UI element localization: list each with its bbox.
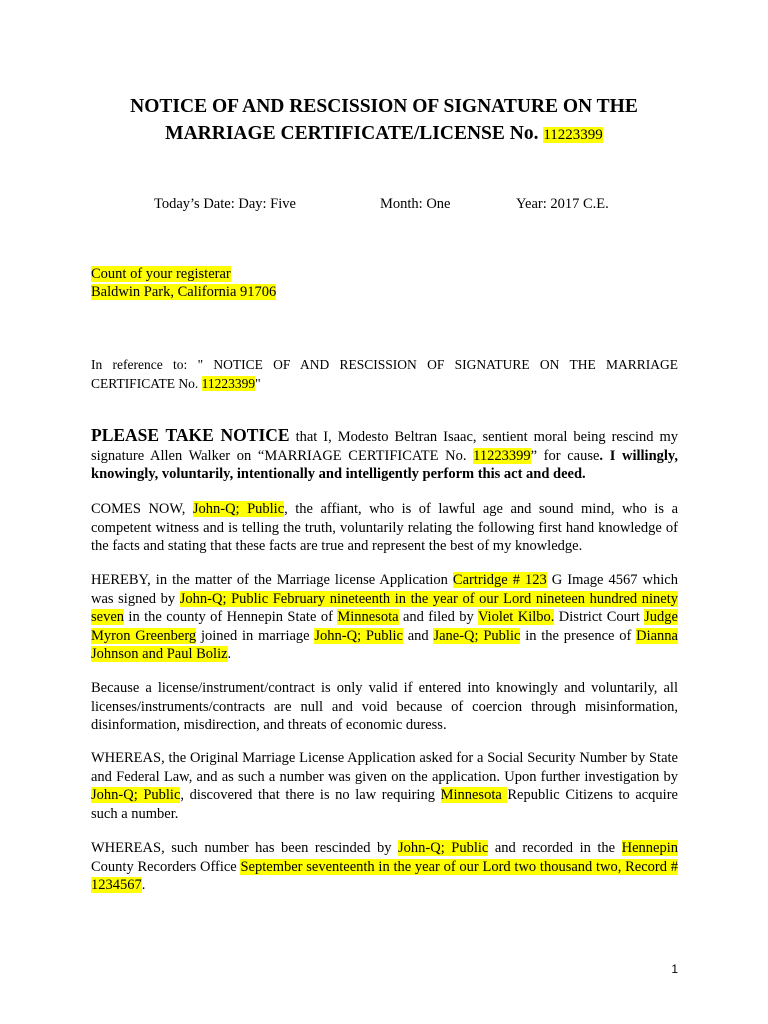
whereas-rescinded-paragraph (91, 839, 678, 895)
page-number: 1 (671, 962, 678, 976)
whereas1-text-2: , discovered that there is no law requiring (180, 787, 441, 803)
date-year: Year: 2017 C.E. (516, 196, 609, 212)
whereas1-text-1: WHEREAS, the Original Marriage License Application asked for a Social Security Number by State and Federal Law, and as such a number was given on the application. Upon further investigation by (91, 750, 678, 785)
title-line-2 (60, 120, 708, 149)
rescinder-name: John-Q; Public (398, 840, 489, 856)
state-name: Minnesota (337, 609, 399, 625)
notice-text-3: . I willingly, knowingly, voluntarily, intentionally and intelligently perform this act and deed. (91, 447, 678, 482)
hereby-text-8: in the presence of (520, 627, 637, 644)
notice-lead: PLEASE TAKE NOTICE (91, 425, 290, 445)
filer-name: Violet Kilbo. (477, 609, 555, 625)
record-details: September seventeenth in the year of our Lord two thousand two, Record # 1234567 (91, 858, 678, 893)
hereby-text-5: District Court (554, 609, 645, 625)
address-line-1: Count of your registerar (91, 266, 231, 282)
whereas2-text-3: County Recorders Office (91, 858, 241, 875)
certificate-number: 11223399 (543, 127, 603, 143)
hereby-paragraph (91, 571, 678, 664)
whereas-ssn-paragraph (91, 749, 678, 823)
title-line-2-text: MARRIAGE CERTIFICATE/LICENSE No. (165, 123, 539, 144)
whereas2-text-1: WHEREAS, such number has been rescinded by (91, 840, 399, 856)
hereby-text-6: joined in marriage (196, 627, 315, 644)
reference-suffix: " (255, 376, 261, 391)
reference-prefix: In reference to: " NOTICE OF AND RESCISSION OF SIGNATURE ON THE MARRIAGE CERTIFICATE No. (91, 357, 678, 391)
document-title (60, 93, 708, 149)
whereas2-text-2: and recorded in the (488, 840, 622, 856)
whereas1-text-3: Republic Citizens to acquire such a number. (91, 787, 678, 822)
date-day: Today’s Date: Day: Five (154, 196, 296, 212)
spouse-2-name: Jane-Q; Public (433, 627, 521, 644)
investigator-name: John-Q; Public (91, 787, 181, 803)
notice-text-1: that I, Modesto Beltran Isaac, sentient moral being rescind my signature Allen Walker on “MARRIAGE CERTIFICATE No. (91, 429, 678, 464)
whereas2-text-4: . (141, 877, 146, 893)
signing-date: John-Q; Public February nineteenth in the year of our Lord nineteen hundred ninety seven (91, 590, 678, 625)
recipient-address (91, 265, 276, 301)
comes-now-paragraph (91, 500, 678, 556)
notice-text-2: ” for cause (530, 447, 600, 464)
comes-now-text-1: COMES NOW, (91, 501, 193, 517)
hereby-text-2: G Image 4567 which was signed by (91, 572, 678, 607)
hereby-text-9: . (227, 646, 232, 662)
spouse-1-name: John-Q; Public (314, 627, 403, 644)
whereas1-state: Minnesota (440, 787, 508, 803)
cartridge-number: Cartridge # 123 (452, 572, 547, 588)
comes-now-text-2: , the affiant, who is of lawful age and sound mind, who is a competent witness and is telling the truth, voluntarily relating the following first hand knowledge of the facts and stating that these facts are true and represent the best of my knowledge. (91, 501, 679, 554)
title-line-1: NOTICE OF AND RESCISSION OF SIGNATURE ON THE (130, 96, 638, 117)
hereby-text-1: HEREBY, in the matter of the Marriage license Application (91, 572, 453, 588)
address-line-2: Baldwin Park, California 91706 (91, 284, 277, 300)
date-month: Month: One (380, 196, 451, 212)
witness-names: Dianna Johnson and Paul Boliz (91, 627, 678, 662)
judge-name: Judge Myron Greenberg (91, 609, 678, 644)
hereby-text-7: and (402, 627, 434, 644)
hereby-text-3: in the county of Hennepin State of (124, 609, 338, 625)
notice-certificate-number: 11223399 (473, 447, 531, 464)
because-paragraph: Because a license/instrument/contract is only valid if entered into knowingly and voluntarily, all licenses/instruments/contracts are null and void because of coercion through misinformation, disinformation, misdirection, and threats of economic duress. (91, 680, 678, 733)
notice-paragraph (91, 426, 678, 484)
hereby-text-4: and filed by (398, 609, 478, 625)
affiant-name: John-Q; Public (192, 501, 285, 517)
county-name: Hennepin (621, 840, 678, 856)
reference-paragraph (91, 355, 678, 393)
reference-number: 11223399 (201, 376, 256, 391)
